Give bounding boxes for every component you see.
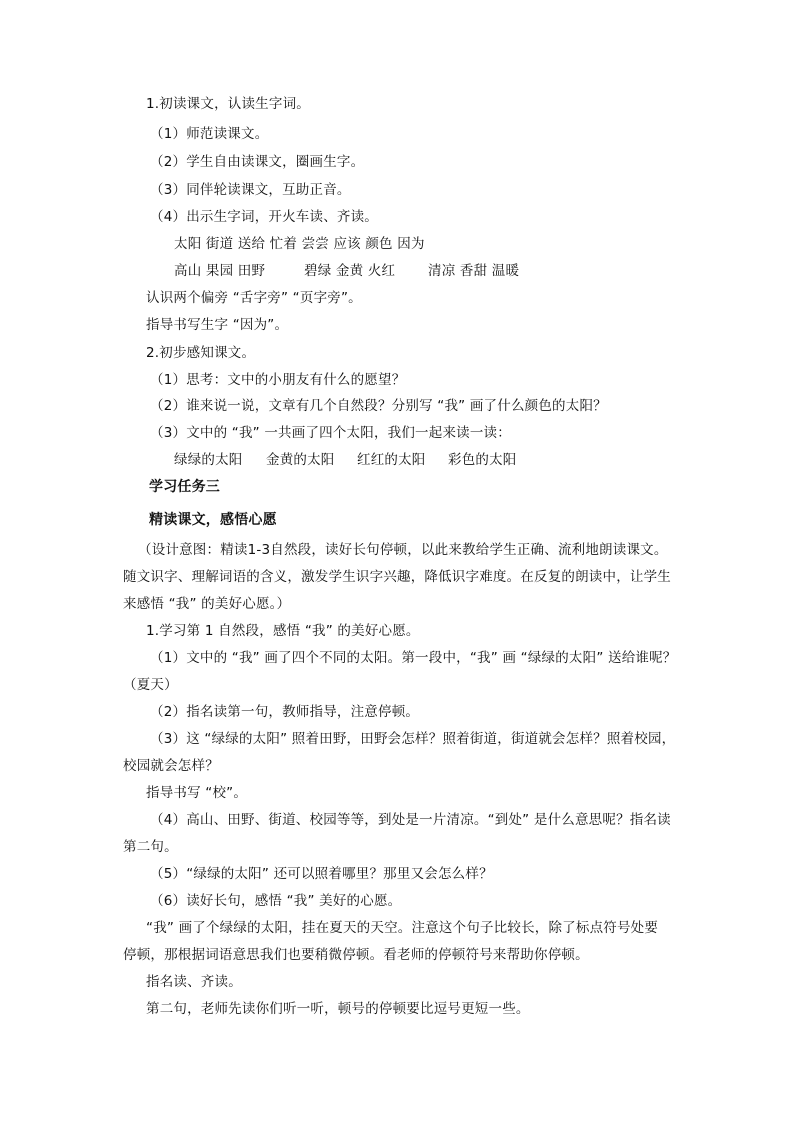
text-line: （4）高山、田野、街道、校园等等，到处是一片清凉。“到处” 是什么意思呢？指名读 <box>150 812 671 828</box>
vocabulary-group: 高山 果园 田野 <box>174 263 266 279</box>
text-line: （4）出示生字词，开火车读、齐读。 <box>150 209 378 225</box>
text-line: （2）谁来说一说，文章有几个自然段？分别写 “我” 画了什么颜色的太阳？ <box>150 398 607 414</box>
text-line: （夏天） <box>123 677 178 693</box>
sun-phrase: 绿绿的太阳 <box>174 452 243 468</box>
text-line: （2）指名读第一句，教师指导，注意停顿。 <box>150 704 420 720</box>
text-line: “我” 画了个绿绿的太阳，挂在夏天的天空。注意这个句子比较长，除了标点符号处要 <box>146 920 659 936</box>
task-heading: 学习任务三 <box>149 479 220 495</box>
text-line: 指导书写生字 “因为”。 <box>146 317 289 333</box>
text-line: （1）文中的 “我” 画了四个不同的太阳。第一段中，“我” 画 “绿绿的太阳” 送给谁呢？ <box>150 650 677 666</box>
text-line: （3）这 “绿绿的太阳” 照着田野，田野会怎样？照着街道，街道就会怎样？照着校园， <box>150 731 676 747</box>
text-line: 指名读、齐读。 <box>146 974 242 990</box>
section-1-heading: 1.初读课文，认读生字词。 <box>146 96 310 112</box>
text-line: （3）文中的 “我” 一共画了四个太阳，我们一起来读一读： <box>150 425 511 441</box>
text-line: （设计意图：精读1-3自然段，读好长句停顿，以此来教给学生正确、流利地朗读课文。 <box>138 542 668 558</box>
section-2-heading: 2.初步感知课文。 <box>146 345 256 361</box>
sun-phrase: 彩色的太阳 <box>448 452 517 468</box>
text-line: 第二句，老师先读你们听一听，顿号的停顿要比逗号更短一些。 <box>146 1001 530 1017</box>
text-line: 认识两个偏旁 “舌字旁” “页字旁”。 <box>146 290 362 306</box>
text-line: （1）师范读课文。 <box>150 126 269 142</box>
text-line: （6）读好长句，感悟 “我” 美好的心愿。 <box>150 893 402 909</box>
text-line: 随文识字、理解词语的含义，激发学生识字兴趣，降低识字难度。在反复的朗读中，让学生 <box>123 569 671 585</box>
vocabulary-group: 碧绿 金黄 火红 <box>304 263 396 279</box>
text-line: （5）“绿绿的太阳” 还可以照着哪里？那里又会怎么样？ <box>150 866 493 882</box>
text-line: 校园就会怎样？ <box>123 758 219 774</box>
text-line: 第二句。 <box>123 839 178 855</box>
text-line: （3）同伴轮读课文，互助正音。 <box>150 182 351 198</box>
sun-phrase: 红红的太阳 <box>357 452 426 468</box>
text-line: 停顿，那根据词语意思我们也要稍微停顿。看老师的停顿符号来帮助你停顿。 <box>123 947 589 963</box>
text-line: 1.学习第 1 自然段，感悟 “我” 的美好心愿。 <box>146 623 420 639</box>
text-line: （2）学生自由读课文，圈画生字。 <box>150 154 365 170</box>
sun-phrase: 金黄的太阳 <box>266 452 335 468</box>
text-line: （1）思考：文中的小朋友有什么的愿望？ <box>150 372 406 388</box>
vocabulary-group: 清凉 香甜 温暖 <box>428 263 520 279</box>
text-line: 指导书写 “校”。 <box>146 785 248 801</box>
vocabulary-line: 太阳 街道 送给 忙着 尝尝 应该 颜色 因为 <box>174 236 425 252</box>
text-line: 来感悟 “我” 的美好心愿。） <box>123 596 291 612</box>
task-subheading: 精读课文，感悟心愿 <box>149 512 277 528</box>
